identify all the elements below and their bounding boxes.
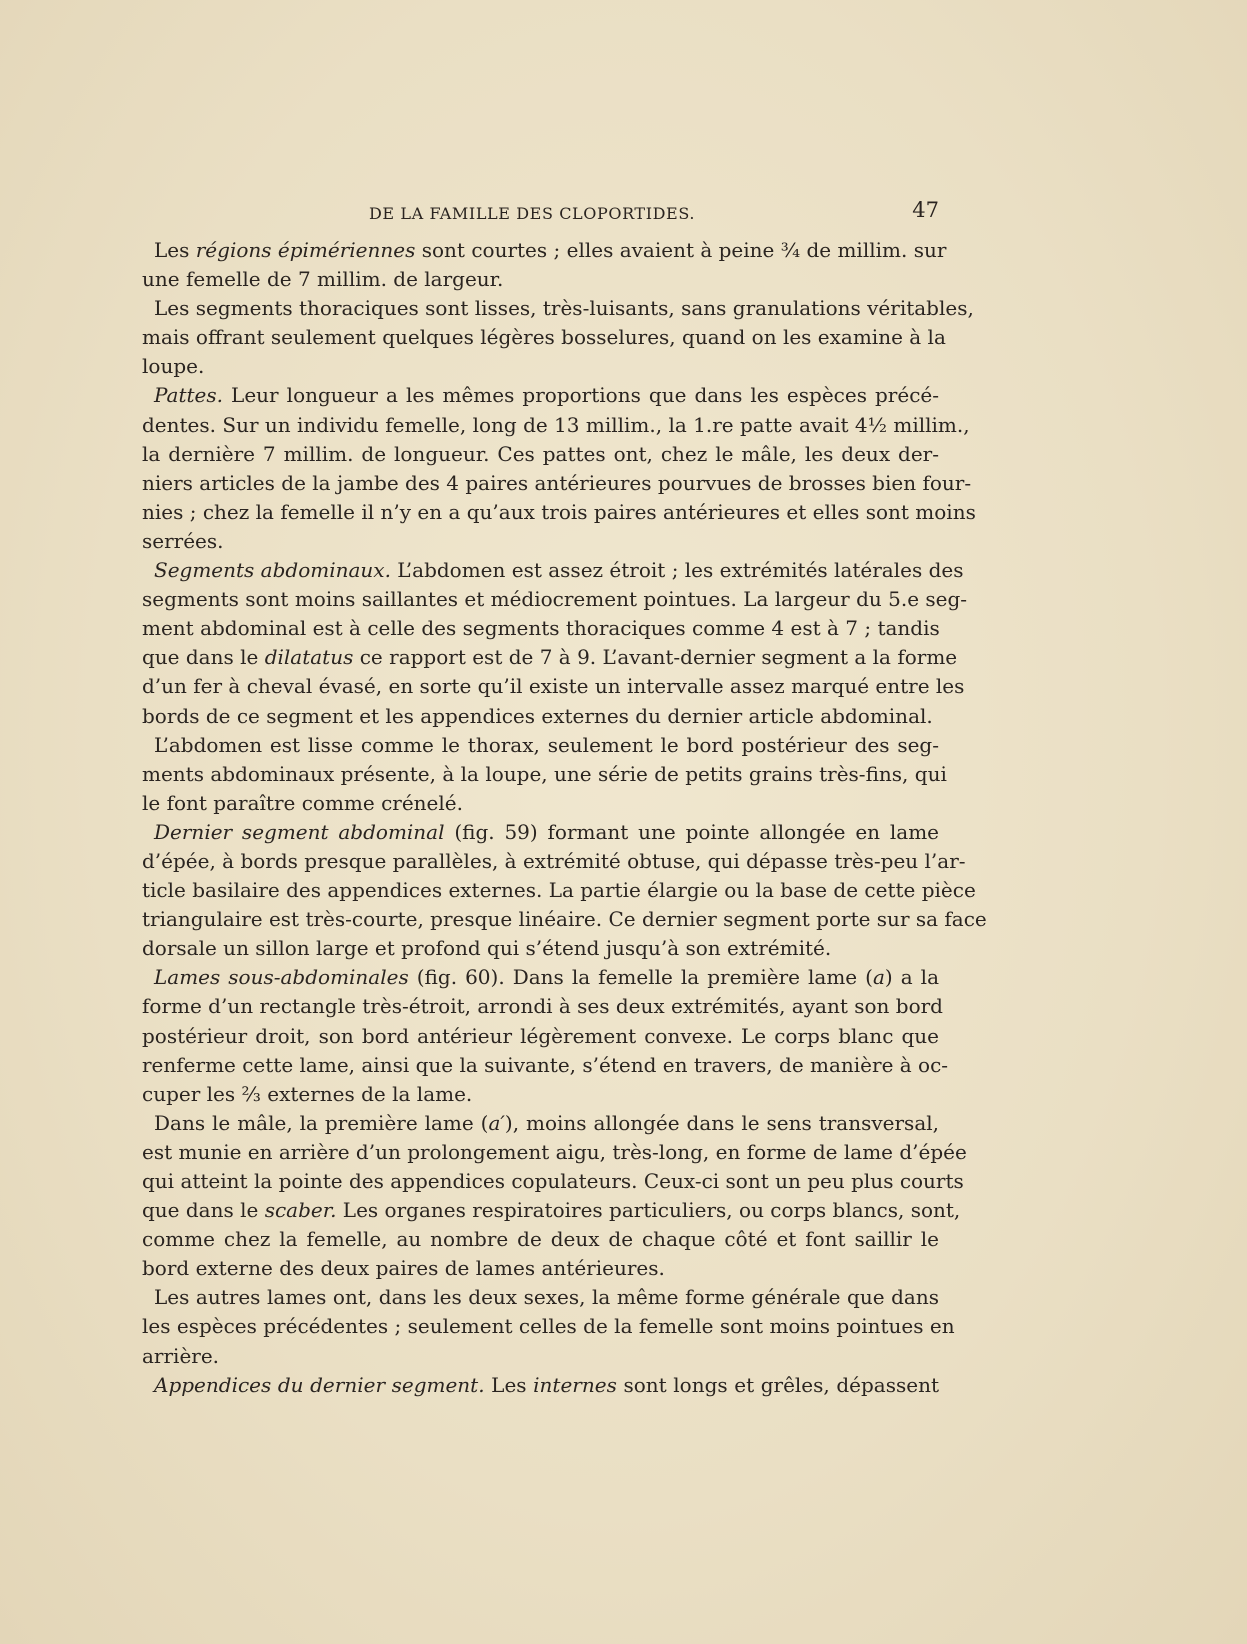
text-line	[142, 1109, 939, 1138]
text-line	[142, 498, 976, 527]
text-line	[142, 934, 939, 963]
text-line	[142, 818, 939, 847]
text-line	[142, 876, 976, 905]
page-number: 47	[912, 198, 939, 222]
italic-text: Pattes.	[154, 383, 224, 408]
text-line	[142, 236, 947, 265]
text-run: Les segments thoraciques sont lisses, très-luisants, sans granulations véritables,	[154, 296, 974, 321]
text-line	[142, 440, 939, 469]
text-line	[142, 731, 939, 760]
text-run: ), moins allongée dans le sens transversal,	[504, 1110, 939, 1135]
text-line	[142, 1312, 955, 1341]
text-run: Les	[484, 1372, 534, 1397]
text-run: niers articles de la jambe des 4 paires antérieures pourvues de brosses bien four-	[142, 470, 972, 495]
text-run: dorsale un sillon large et profond qui s’étend jusqu’à son extrémité.	[142, 936, 832, 961]
text-line	[142, 614, 939, 643]
text-run: Dans le mâle, la première lame (	[154, 1110, 489, 1135]
text-run: postérieur droit, son bord antérieur légèrement convexe. Le corps blanc que	[142, 1023, 939, 1048]
text-line	[142, 381, 939, 410]
text-run: renferme cette lame, ainsi que la suivante, s’étend en travers, de manière à oc-	[142, 1052, 949, 1077]
text-run: serrées.	[142, 528, 224, 553]
text-run: bord externe des deux paires de lames antérieures.	[142, 1256, 665, 1281]
text-run: sont courtes ; elles avaient à peine ¾ de millim. sur	[415, 238, 947, 262]
text-run: L’abdomen est assez étroit ; les extrémités latérales des	[390, 558, 964, 583]
page-header	[142, 198, 939, 226]
text-line	[142, 992, 943, 1021]
italic-text: scaber.	[264, 1198, 337, 1223]
text-line	[142, 294, 974, 323]
italic-text: a′	[488, 1110, 505, 1135]
text-run: ) a la	[884, 965, 939, 990]
text-line	[142, 963, 939, 992]
text-line	[142, 1225, 939, 1254]
text-run: dentes. Sur un individu femelle, long de 13 millim., la 1.re patte avait 4½ millim.,	[142, 412, 970, 437]
text-run: bords de ce segment et les appendices externes du dernier article abdominal.	[142, 703, 933, 728]
text-run: mais offrant seulement quelques légères bosselures, quand on les examine à la	[142, 325, 946, 350]
text-run: ments abdominaux présente, à la loupe, une série de petits grains très-fins, qui	[142, 761, 947, 786]
text-run: sont longs et grêles, dépassent	[616, 1372, 939, 1397]
text-run: Leur longueur a les mêmes proportions que dans les espèces précé-	[223, 383, 939, 408]
text-run: le font paraître comme crénelé.	[142, 790, 463, 815]
text-line	[142, 411, 970, 440]
text-run: les espèces précédentes ; seulement celles de la femelle sont moins pointues en	[142, 1314, 955, 1339]
text-line	[142, 905, 987, 934]
text-line	[142, 323, 946, 352]
body-text	[142, 236, 987, 1400]
text-line	[142, 1080, 939, 1109]
text-run: segments sont moins saillantes et médiocrement pointues. La largeur du 5.e seg-	[142, 587, 968, 612]
text-run: comme chez la femelle, au nombre de deux de chaque côté et font saillir le	[142, 1227, 939, 1252]
text-run: que dans le	[142, 1198, 265, 1223]
text-line	[142, 1051, 949, 1080]
italic-text: Lames sous-abdominales	[154, 965, 409, 990]
text-line	[142, 1254, 939, 1283]
text-line	[142, 1167, 964, 1196]
italic-text: dilatatus	[264, 645, 354, 670]
italic-text: Dernier segment abdominal	[154, 819, 445, 844]
text-run: que dans le	[142, 645, 265, 670]
text-run: ment abdominal est à celle des segments thoraciques comme 4 est à 7 ; tandis	[142, 616, 940, 641]
text-run: d’épée, à bords presque parallèles, à extrémité obtuse, qui dépasse très-peu l’ar-	[142, 848, 966, 873]
text-run: Les autres lames ont, dans les deux sexes, la même forme générale que dans	[154, 1285, 939, 1310]
text-run: loupe.	[142, 354, 205, 379]
text-run: forme d’un rectangle très-étroit, arrondi à ses deux extrémités, ayant son bord	[142, 994, 943, 1019]
text-line	[142, 527, 939, 556]
text-line	[142, 789, 939, 818]
text-run: triangulaire est très-courte, presque linéaire. Ce dernier segment porte sur sa face	[142, 907, 987, 932]
text-run: (fig. 60). Dans la femelle la première lame (	[408, 965, 873, 990]
text-line	[142, 352, 939, 381]
text-run: Les organes respiratoires particuliers, ou corps blancs, sont,	[336, 1198, 961, 1223]
text-line	[142, 760, 947, 789]
text-run: ce rapport est de 7 à 9. L’avant-dernier segment a la forme	[353, 645, 958, 670]
text-line	[142, 1196, 961, 1225]
text-run: (fig. 59) formant une pointe allongée en lame	[444, 819, 939, 844]
text-run: L’abdomen est lisse comme le thorax, seulement le bord postérieur des seg-	[154, 732, 939, 757]
italic-text: Segments abdominaux.	[154, 558, 391, 583]
text-run: nies ; chez la femelle il n’y en a qu’aux trois paires antérieures et elles sont moins	[142, 499, 976, 524]
text-line	[142, 556, 964, 585]
text-run: une femelle de 7 millim. de largeur.	[142, 267, 504, 292]
text-line	[142, 1022, 939, 1051]
italic-text: a	[872, 965, 885, 990]
text-run: Les	[154, 238, 196, 262]
text-run: cuper les ⅔ externes de la lame.	[142, 1081, 473, 1106]
text-line	[142, 585, 968, 614]
text-line	[142, 643, 958, 672]
text-line	[142, 1342, 939, 1371]
text-run: qui atteint la pointe des appendices copulateurs. Ceux-ci sont un peu plus courts	[142, 1169, 964, 1193]
text-line	[142, 672, 965, 701]
text-line	[142, 702, 939, 731]
text-run: arrière.	[142, 1343, 220, 1368]
text-line	[142, 1371, 939, 1400]
italic-text: internes	[533, 1372, 617, 1397]
text-line	[142, 469, 972, 498]
text-run: ticle basilaire des appendices externes. La partie élargie ou la base de cette pièce	[142, 878, 976, 903]
running-title: DE LA FAMILLE DES CLOPORTIDES.	[369, 204, 696, 223]
text-line	[142, 1283, 939, 1312]
text-run: d’un fer à cheval évasé, en sorte qu’il existe un intervalle assez marqué entre les	[142, 674, 965, 699]
text-line	[142, 1138, 967, 1167]
italic-text: régions épimériennes	[195, 238, 416, 262]
text-line	[142, 847, 966, 876]
text-run: est munie en arrière d’un prolongement aigu, très-long, en forme de lame d’épée	[142, 1139, 967, 1164]
text-run: la dernière 7 millim. de longueur. Ces pattes ont, chez le mâle, les deux der-	[142, 441, 939, 466]
text-line	[142, 265, 939, 294]
italic-text: Appendices du dernier segment.	[154, 1372, 485, 1397]
